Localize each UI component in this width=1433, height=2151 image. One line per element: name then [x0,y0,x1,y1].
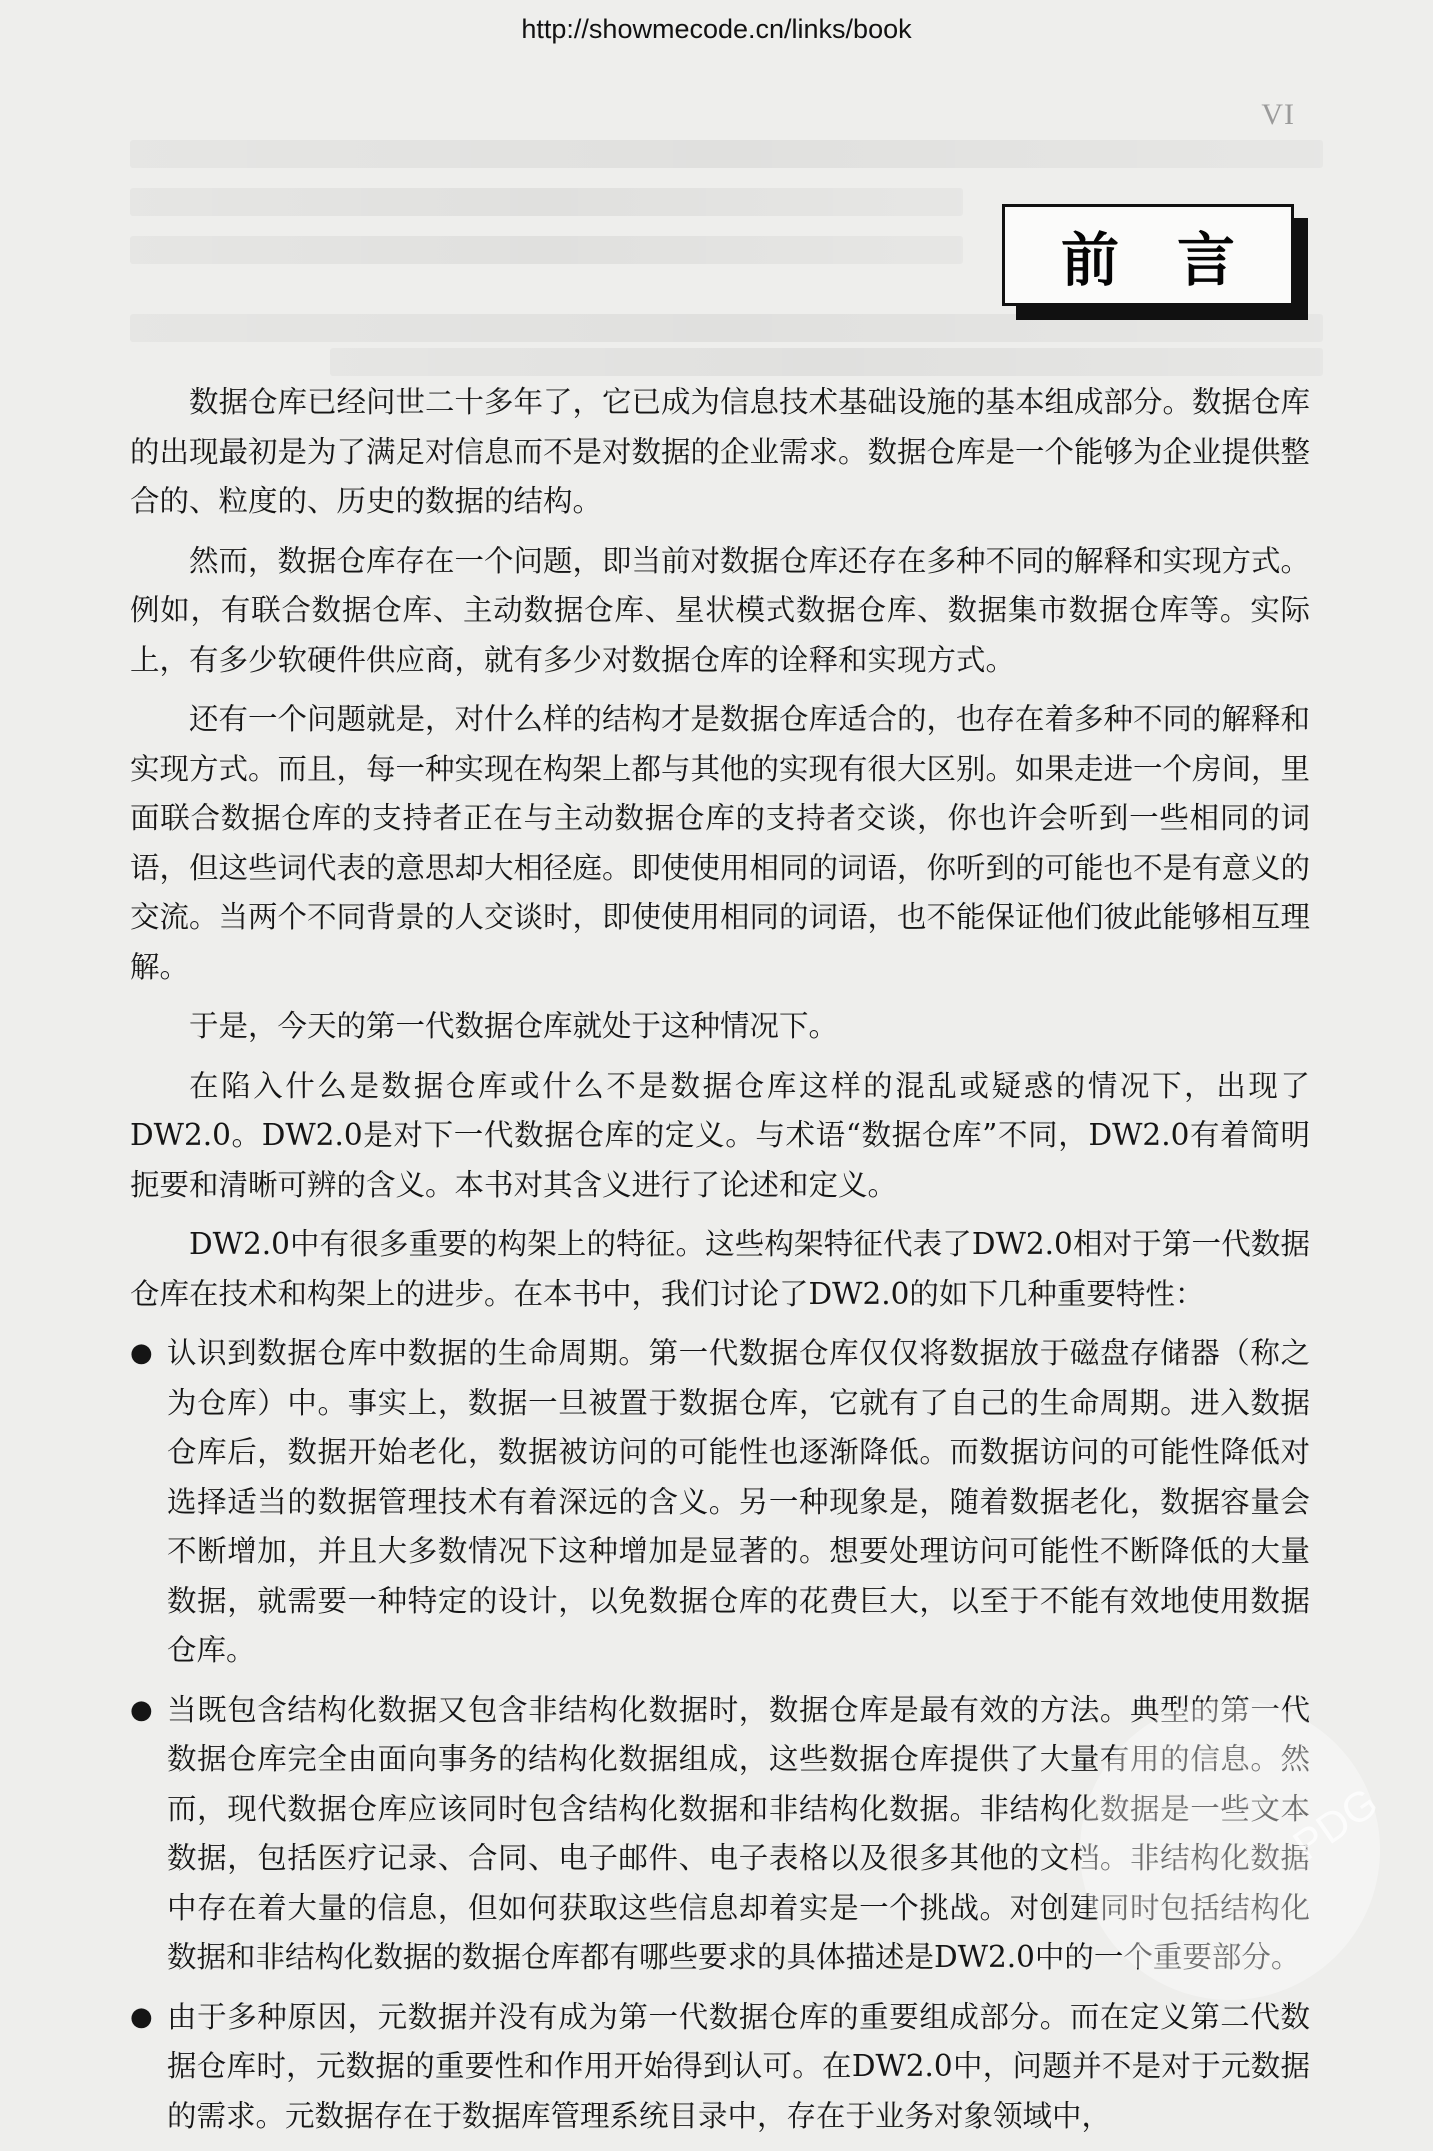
bullet-icon: ● [130,2001,153,2032]
list-item-text: 由于多种原因，元数据并没有成为第一代数据仓库的重要组成部分。而在定义第二代数据仓库时，元数据的重要性和作用开始得到认可。在DW2.0中，问题并不是对于元数据的需求。元数据存在于数据库管理系统目录中，存在于业务对象领域中， [167,1999,1310,2133]
show-through-line [130,236,963,264]
paragraph: 于是，今天的第一代数据仓库就处于这种情况下。 [189,1009,839,1043]
watermark-text: PDG [1284,1778,1386,1869]
paragraph: 还有一个问题就是，对什么样的结构才是数据仓库适合的，也存在着多种不同的解释和实现方式。而且，每一种实现在构架上都与其他的实现有很大区别。如果走进一个房间，里面联合数据仓库的支持者正在与主动数据仓库的支持者交谈，你也许会听到一些相同的词语，但这些词代表的意思却大相径庭。即使使用相同的词语，你听到的可能也不是有意义的交流。当两个不同背景的人交谈时，即使使用相同的词语，也不能保证他们彼此能够相互理解。 [130,702,1311,984]
list-item [130,1993,1310,2142]
page-url: http://showmecode.cn/links/book [521,14,912,44]
show-through-line [130,140,1323,168]
chapter-title: 前言 [1060,226,1293,294]
page-number: VI [1261,98,1295,131]
bullet-icon: ● [130,1338,153,1368]
paragraph: 在陷入什么是数据仓库或什么不是数据仓库这样的混乱或疑惑的情况下，出现了DW2.0。DW2.0是对下一代数据仓库的定义。与术语“数据仓库”不同，DW2.0有着简明扼要和清晰可辨的含义。本书对其含义进行了论述和定义。 [130,1068,1310,1202]
chapter-title-box [1002,204,1294,306]
list-item-text: 当既包含结构化数据又包含非结构化数据时，数据仓库是最有效的方法。典型的第一代数据仓库完全由面向事务的结构化数据组成，这些数据仓库提供了大量有用的信息。然而，现代数据仓库应该同时包含结构化数据和非结构化数据。非结构化数据是一些文本数据，包括医疗记录、合同、电子邮件、电子表格以及很多其他的文档。非结构化数据中存在着大量的信息，但如何获取这些信息却着实是一个挑战。对创建同时包括结构化数据和非结构化数据的数据仓库都有哪些要求的具体描述是DW2.0中的一个重要部分。 [167,1692,1310,1974]
show-through-line [130,314,1323,342]
paragraph: DW2.0中有很多重要的构架上的特征。这些构架特征代表了DW2.0相对于第一代数据仓库在技术和构架上的进步。在本书中，我们讨论了DW2.0的如下几种重要特性： [130,1227,1310,1311]
bullet-icon: ● [130,1694,153,1725]
list-item [130,1329,1310,1676]
paragraph: 然而，数据仓库存在一个问题，即当前对数据仓库还存在多种不同的解释和实现方式。例如，有联合数据仓库、主动数据仓库、星状模式数据仓库、数据集市数据仓库等。实际上，有多少软硬件供应商，就有多少对数据仓库的诠释和实现方式。 [130,543,1311,677]
list-item-text: 认识到数据仓库中数据的生命周期。第一代数据仓库仅仅将数据放于磁盘存储器（称之为仓库）中。事实上，数据一旦被置于数据仓库，它就有了自己的生命周期。进入数据仓库后，数据开始老化，数据被访问的可能性也逐渐降低。而数据访问的可能性降低对选择适当的数据管理技术有着深远的含义。另一种现象是，随着数据老化，数据容量会不断增加，并且大多数情况下这种增加是显著的。想要处理访问可能性不断降低的大量数据，就需要一种特定的设计，以免数据仓库的花费巨大，以至于不能有效地使用数据仓库。 [167,1336,1310,1667]
show-through-line [330,348,1323,376]
paragraph: 数据仓库已经问世二十多年了，它已成为信息技术基础设施的基本组成部分。数据仓库的出现最初是为了满足对信息而不是对数据的企业需求。数据仓库是一个能够为企业提供整合的、粒度的、历史的数据的结构。 [130,385,1311,518]
show-through-line [130,188,963,216]
